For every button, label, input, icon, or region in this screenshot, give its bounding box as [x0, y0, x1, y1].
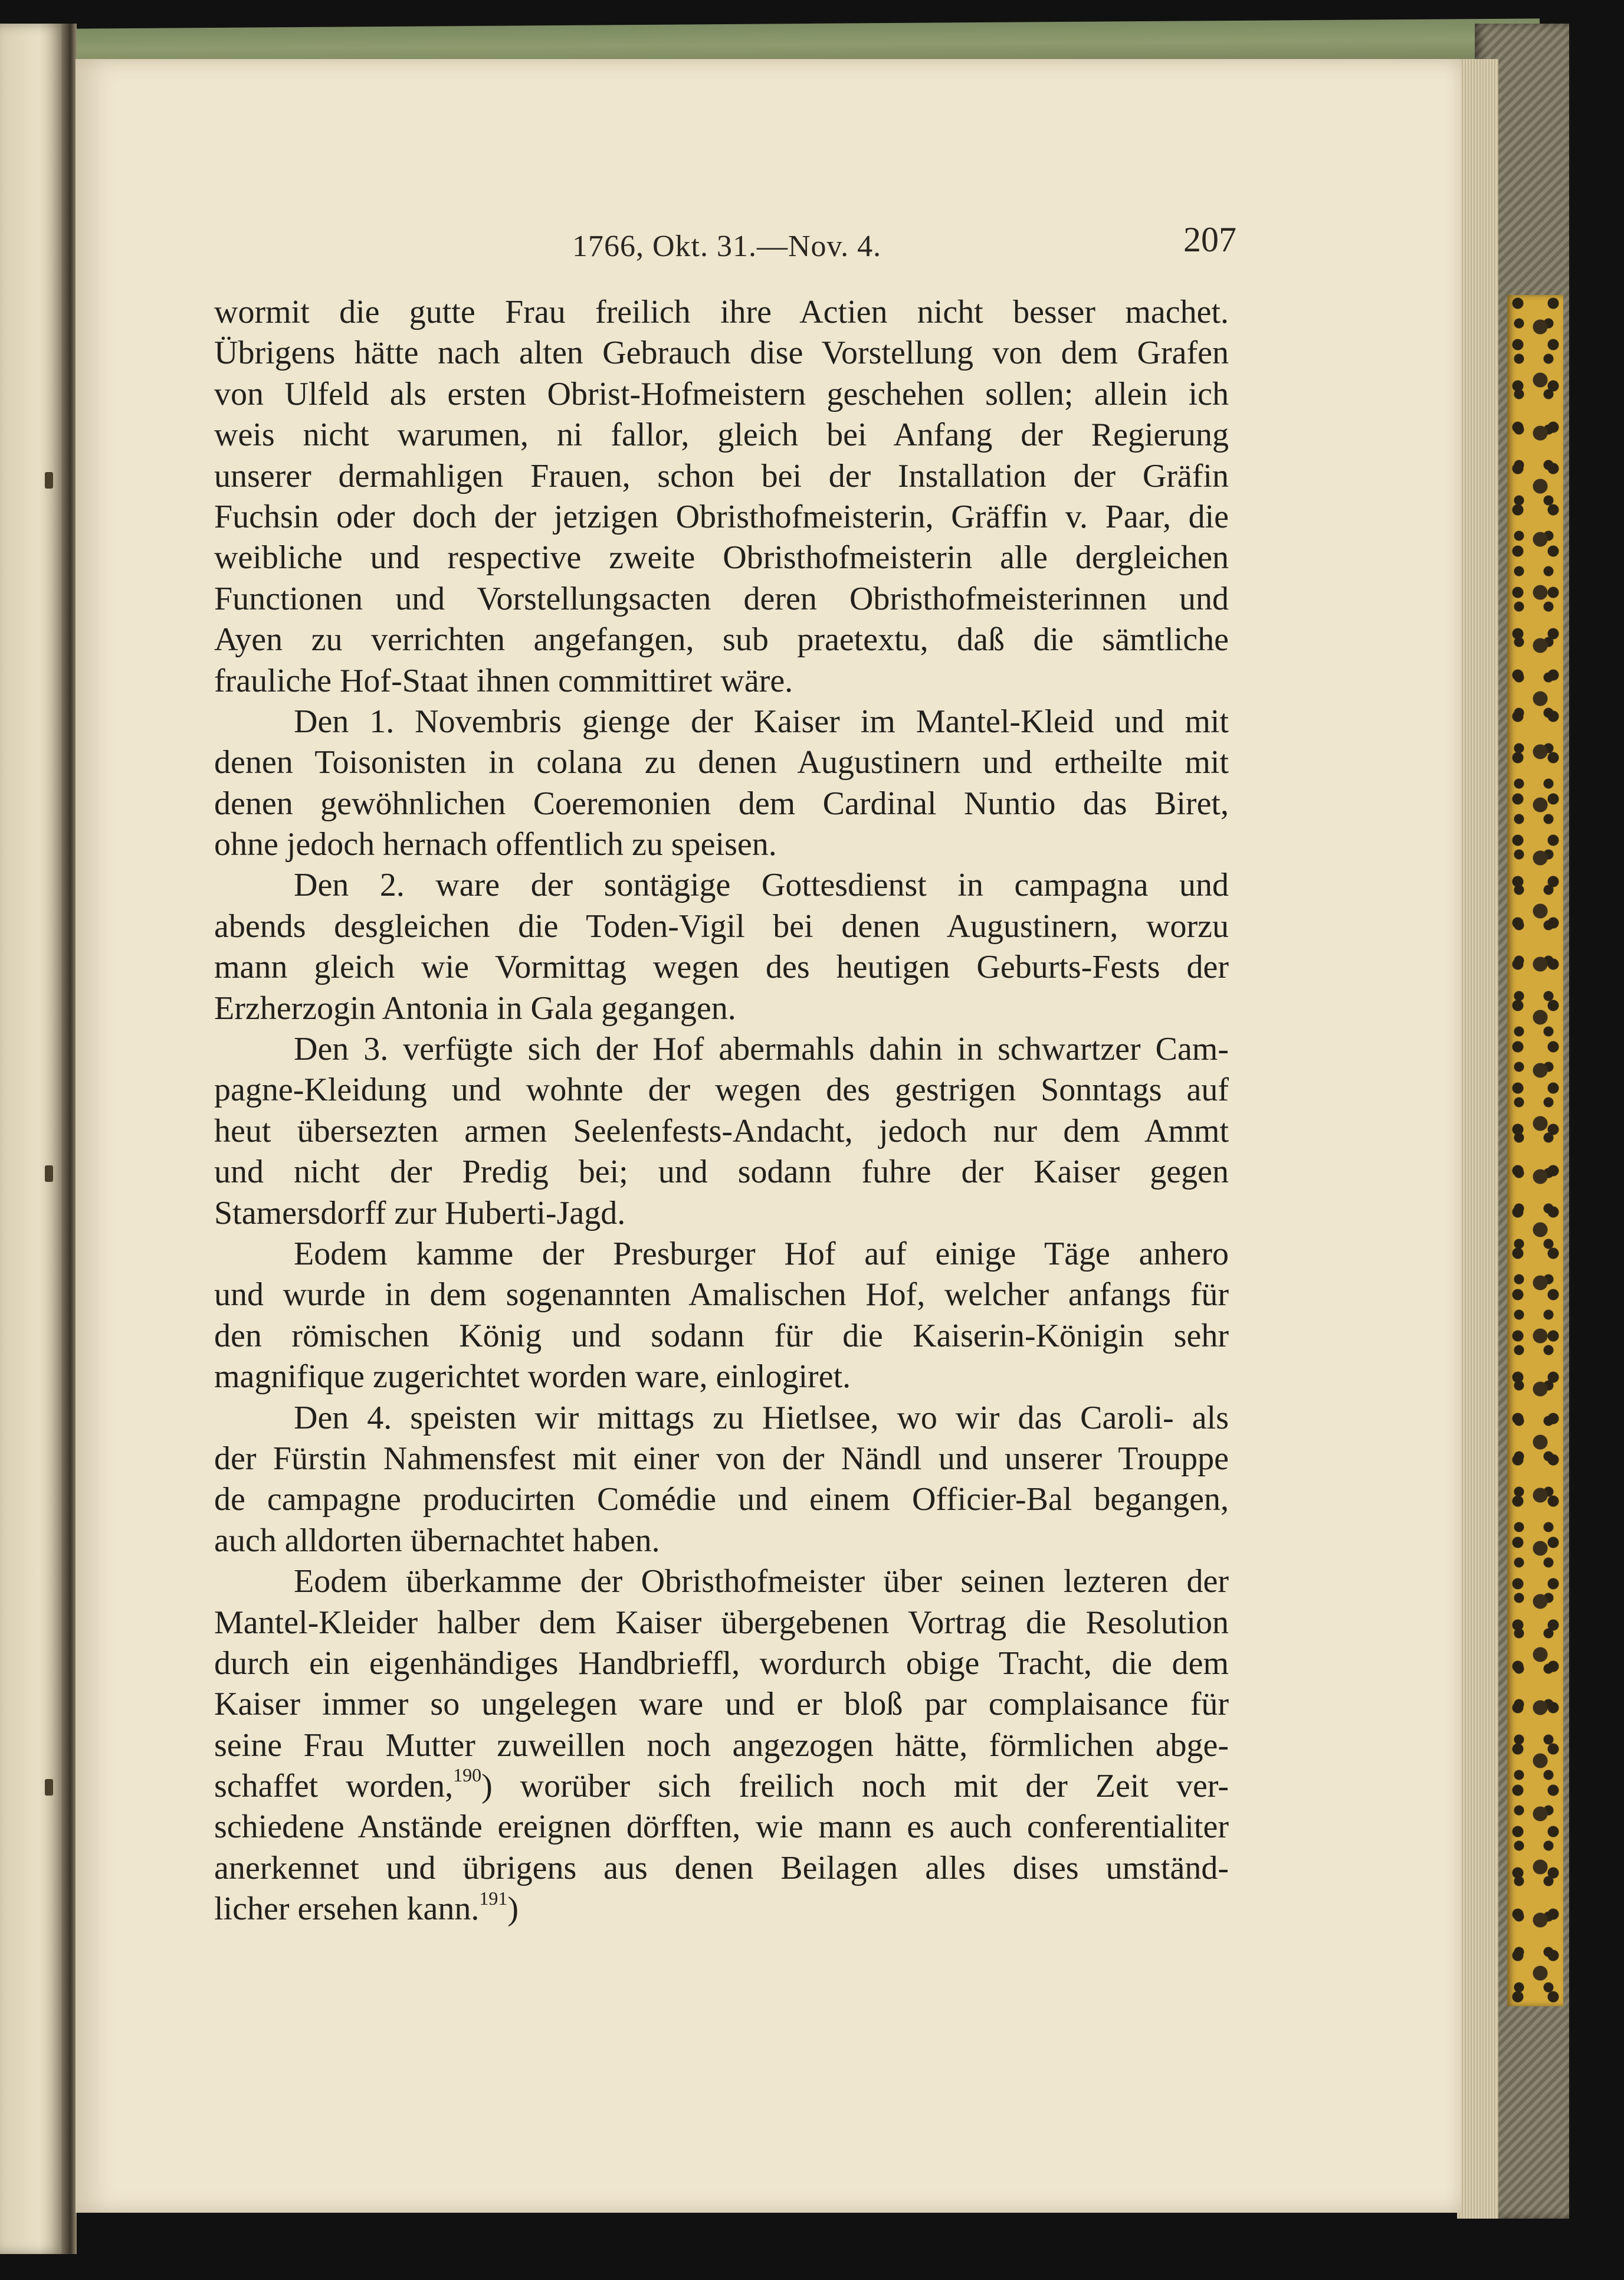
text-line: weis nicht warumen, ni fallor, gleich bei Anfang der Regierung — [214, 417, 1229, 454]
text-line: frauliche Hof-Staat ihnen committiret wäre. — [214, 662, 793, 699]
text-line: magnifique zugerichtet worden ware, einlogiret. — [214, 1358, 851, 1395]
text-line: Eodem überkamme der Obristhofmeister über seinen lezteren der — [294, 1563, 1229, 1600]
margin-mark — [45, 472, 53, 489]
text-line: abends desgleichen die Toden-Vigil bei denen Augustinern, worzu — [214, 908, 1229, 945]
text-line: pagne-Kleidung und wohnte der wegen des gestrigen Sonntags auf — [214, 1072, 1229, 1109]
page-stack-edge — [1457, 59, 1498, 2219]
text-line: Übrigens hätte nach alten Gebrauch dise Vorstellung von dem Grafen — [214, 335, 1229, 372]
text-line: durch ein eigenhändiges Handbrieffl, wordurch obige Tracht, die dem — [214, 1645, 1229, 1682]
footnote-ref-190: 190 — [453, 1764, 482, 1786]
text-line: Den 4. speisten wir mittags zu Hietlsee, wo wir das Caroli- als — [294, 1399, 1229, 1436]
running-head: 1766, Okt. 31.—Nov. 4. — [572, 230, 882, 263]
text-fragment: ) worüber sich freilich noch mit der Zeit ver- — [481, 1768, 1229, 1805]
text-line: Stamersdorff zur Huberti-Jagd. — [214, 1194, 626, 1231]
text-line: und nicht der Predig bei; und sodann fuhre der Kaiser gegen — [214, 1154, 1229, 1191]
marbled-page-edge — [1507, 295, 1563, 2006]
text-line: Den 1. Novembris gienge der Kaiser im Mantel-Kleid und mit — [294, 703, 1229, 740]
text-line: heut übersezten armen Seelenfests-Andacht, jedoch nur dem Ammt — [214, 1112, 1229, 1149]
text-line: Den 3. verfügte sich der Hof abermahls dahin in schwartzer Cam- — [294, 1031, 1229, 1068]
text-line: de campagne producirten Comédie und einem Officier-Bal begangen, — [214, 1481, 1229, 1518]
text-line: und wurde in dem sogenannten Amalischen Hof, welcher anfangs für — [214, 1276, 1229, 1313]
text-line: schiedene Anstände ereignen dörfften, wie mann es auch conferentialiter — [214, 1809, 1229, 1846]
text-fragment: ) — [507, 1891, 519, 1928]
text-line: Eodem kamme der Presburger Hof auf einige Täge anhero — [294, 1235, 1229, 1272]
text-line: Kaiser immer so ungelegen ware und er bloß par complaisance für — [214, 1686, 1229, 1723]
text-fragment: schaffet worden, — [214, 1768, 454, 1805]
margin-mark — [45, 1165, 53, 1182]
text-line: denen gewöhnlichen Coeremonien dem Cardinal Nuntio das Biret, — [214, 785, 1229, 822]
text-line: Den 2. ware der sontägige Gottesdienst in campagna und — [294, 867, 1229, 904]
text-fragment: licher ersehen kann. — [214, 1891, 480, 1928]
text-line: Erzherzogin Antonia in Gala gegangen. — [214, 990, 736, 1027]
text-line: ohne jedoch hernach offentlich zu speisen. — [214, 826, 777, 863]
text-line: auch alldorten übernachtet haben. — [214, 1522, 660, 1559]
book-gutter — [61, 24, 77, 2254]
text-line: Ayen zu verrichten angefangen, sub praetextu, daß die sämtliche — [214, 621, 1229, 659]
text-line: von Ulfeld als ersten Obrist-Hofmeistern geschehen sollen; allein ich — [214, 375, 1229, 412]
footnote-ref-191: 191 — [479, 1887, 508, 1909]
text-line: seine Frau Mutter zuweillen noch angezogen hätte, förmlichen abge- — [214, 1727, 1229, 1764]
body-text — [214, 292, 1229, 1930]
text-line: den römischen König und sodann für die Kaiserin-Königin sehr — [214, 1317, 1229, 1354]
text-line: mann gleich wie Vormittag wegen des heutigen Geburts-Fests der — [214, 949, 1229, 986]
text-line-with-footnote — [214, 1889, 1229, 1930]
text-line-with-footnote — [214, 1766, 1229, 1807]
page-number: 207 — [1183, 220, 1236, 259]
facing-page-edge — [0, 24, 65, 2254]
text-line: denen Toisonisten in colana zu denen Augustinern und ertheilte mit — [214, 744, 1229, 781]
text-line: anerkennet und übrigens aus denen Beilagen alles dises umständ- — [214, 1849, 1229, 1886]
text-line: Mantel-Kleider halber dem Kaiser übergebenen Vortrag die Resolution — [214, 1604, 1229, 1641]
text-line: wormit die gutte Frau freilich ihre Actien nicht besser machet. — [214, 294, 1229, 330]
text-line: der Fürstin Nahmensfest mit einer von der Nändl und unserer Trouppe — [214, 1440, 1229, 1477]
text-line: Functionen und Vorstellungsacten deren Obristhofmeisterinnen und — [214, 580, 1229, 617]
text-line: Fuchsin oder doch der jetzigen Obristhofmeisterin, Gräffin v. Paar, die — [214, 498, 1229, 535]
text-line: weibliche und respective zweite Obristhofmeisterin alle dergleichen — [214, 539, 1229, 576]
text-line: unserer dermahligen Frauen, schon bei der Installation der Gräfin — [214, 457, 1229, 494]
margin-mark — [45, 1779, 53, 1796]
